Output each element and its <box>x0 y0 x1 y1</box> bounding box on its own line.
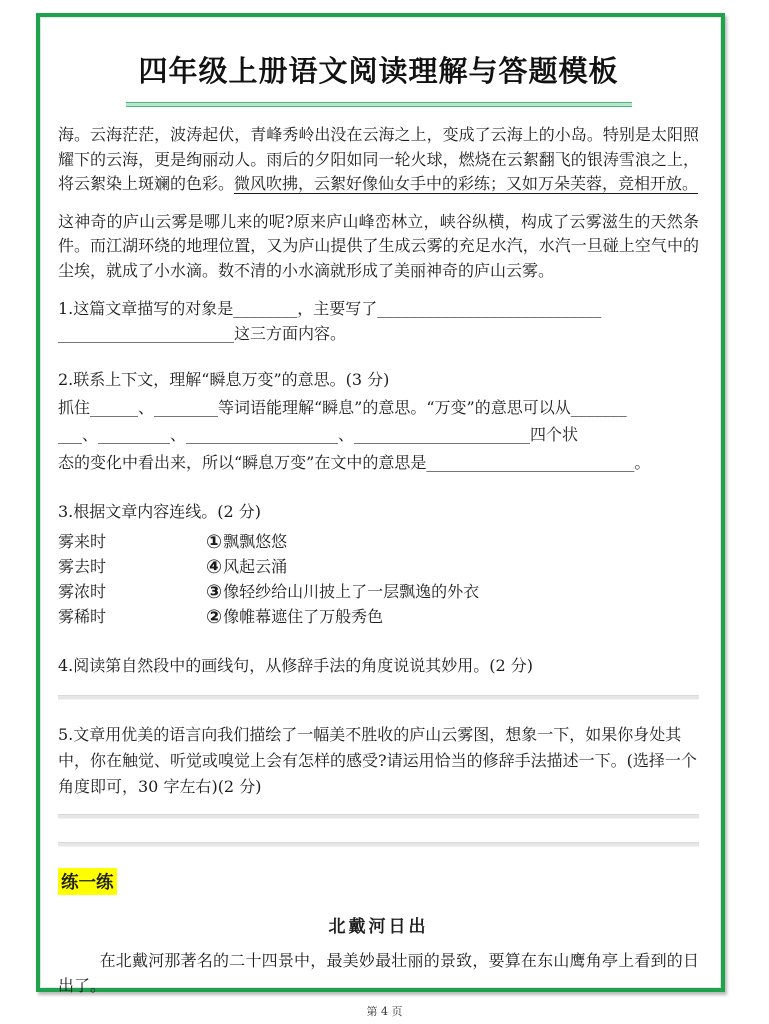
practice-section-label: 练一练 <box>58 868 117 895</box>
passage-underlined-sentence: 微风吹拂，云絮好像仙女手中的彩练；又如万朵芙蓉，竞相开放。 <box>234 174 699 193</box>
match-row <box>58 529 699 554</box>
answer-line <box>58 695 699 700</box>
question-3 <box>58 500 699 629</box>
question-1-line-1: 1.这篇文章描写的对象是________，主要写了____________________________ <box>58 299 602 318</box>
match-right-text: 像轻纱给山川披上了一层飘逸的外衣 <box>223 582 480 601</box>
page-content <box>40 17 721 1014</box>
question-2 <box>58 366 699 476</box>
page-border-frame <box>36 13 725 995</box>
title-underline-rule <box>126 102 632 107</box>
match-row <box>58 604 699 629</box>
match-left-label: 雾去时 <box>58 557 107 576</box>
page-number: 第 4 页 <box>366 1005 403 1018</box>
page-title: 四年级上册语文阅读理解与答题模板 <box>138 54 619 88</box>
match-right-text: 像帷幕遮住了万般秀色 <box>223 607 384 626</box>
passage-paragraph-1 <box>58 123 699 197</box>
question-2-line-4: 态的变化中看出来，所以“瞬息万变”在文中的意思是__________________________。 <box>58 452 651 472</box>
practice-paragraph: 在北戴河那著名的二十四景中，最美妙最壮丽的景致，要算在东山鹰角亭上看到的日出了。 <box>58 951 699 995</box>
answer-line <box>58 814 699 819</box>
circled-number-icon: ① <box>206 531 223 553</box>
passage-paragraph-1-lead: 海。云海茫茫，波涛起伏，青峰秀岭出没在云海之上，变成了云海上的小岛。特别是太阳照耀下的云海，更是绚丽动人。雨后的夕阳如同一轮火球，燃烧在云絮翻飞的银涛雪浪之上，将云絮染上斑斓的色彩。 <box>58 125 699 193</box>
question-1-line-2: ______________________这三方面内容。 <box>58 324 347 343</box>
match-left-label: 雾来时 <box>58 532 107 551</box>
match-row <box>58 579 699 604</box>
question-1 <box>58 296 699 346</box>
circled-number-icon: ③ <box>206 581 223 603</box>
question-2-prompt: 2.联系上下文，理解“瞬息万变”的意思。(3 分) <box>58 370 390 389</box>
match-left-label: 雾浓时 <box>58 582 107 601</box>
question-3-prompt: 3.根据文章内容连线。(2 分) <box>58 502 262 521</box>
practice-passage-title: 北戴河日出 <box>328 917 429 937</box>
match-row <box>58 554 699 579</box>
match-right-text: 飘飘悠悠 <box>223 532 288 551</box>
circled-number-icon: ② <box>206 606 223 628</box>
question-2-line-3: ___、_________、___________________、______________________四个状 <box>58 425 579 444</box>
question-2-line-2: 抓住______、________等词语能理解“瞬息”的意思。“万变”的意思可以从_______ <box>58 397 627 417</box>
match-right-text: 风起云涌 <box>223 557 288 576</box>
question-5: 5.文章用优美的语言向我们描绘了一幅美不胜收的庐山云雾图，想象一下，如果你身处其中，你在触觉、听觉或嗅觉上会有怎样的感受?请运用恰当的修辞手法描述一下。(选择一个角度即可，30 字左右)(2 分) <box>58 725 697 796</box>
circled-number-icon: ④ <box>206 556 223 578</box>
passage-paragraph-2: 这神奇的庐山云雾是哪儿来的呢?原来庐山峰峦林立，峡谷纵横，构成了云雾滋生的天然条件。而江湖环绕的地理位置，又为庐山提供了生成云雾的充足水汽，水汽一旦碰上空气中的尘埃，就成了小水滴。数不清的小水滴就形成了美丽神奇的庐山云雾。 <box>58 211 699 280</box>
question-4: 4.阅读第自然段中的画线句，从修辞手法的角度说说其妙用。(2 分) <box>58 656 534 675</box>
match-left-label: 雾稀时 <box>58 607 107 626</box>
